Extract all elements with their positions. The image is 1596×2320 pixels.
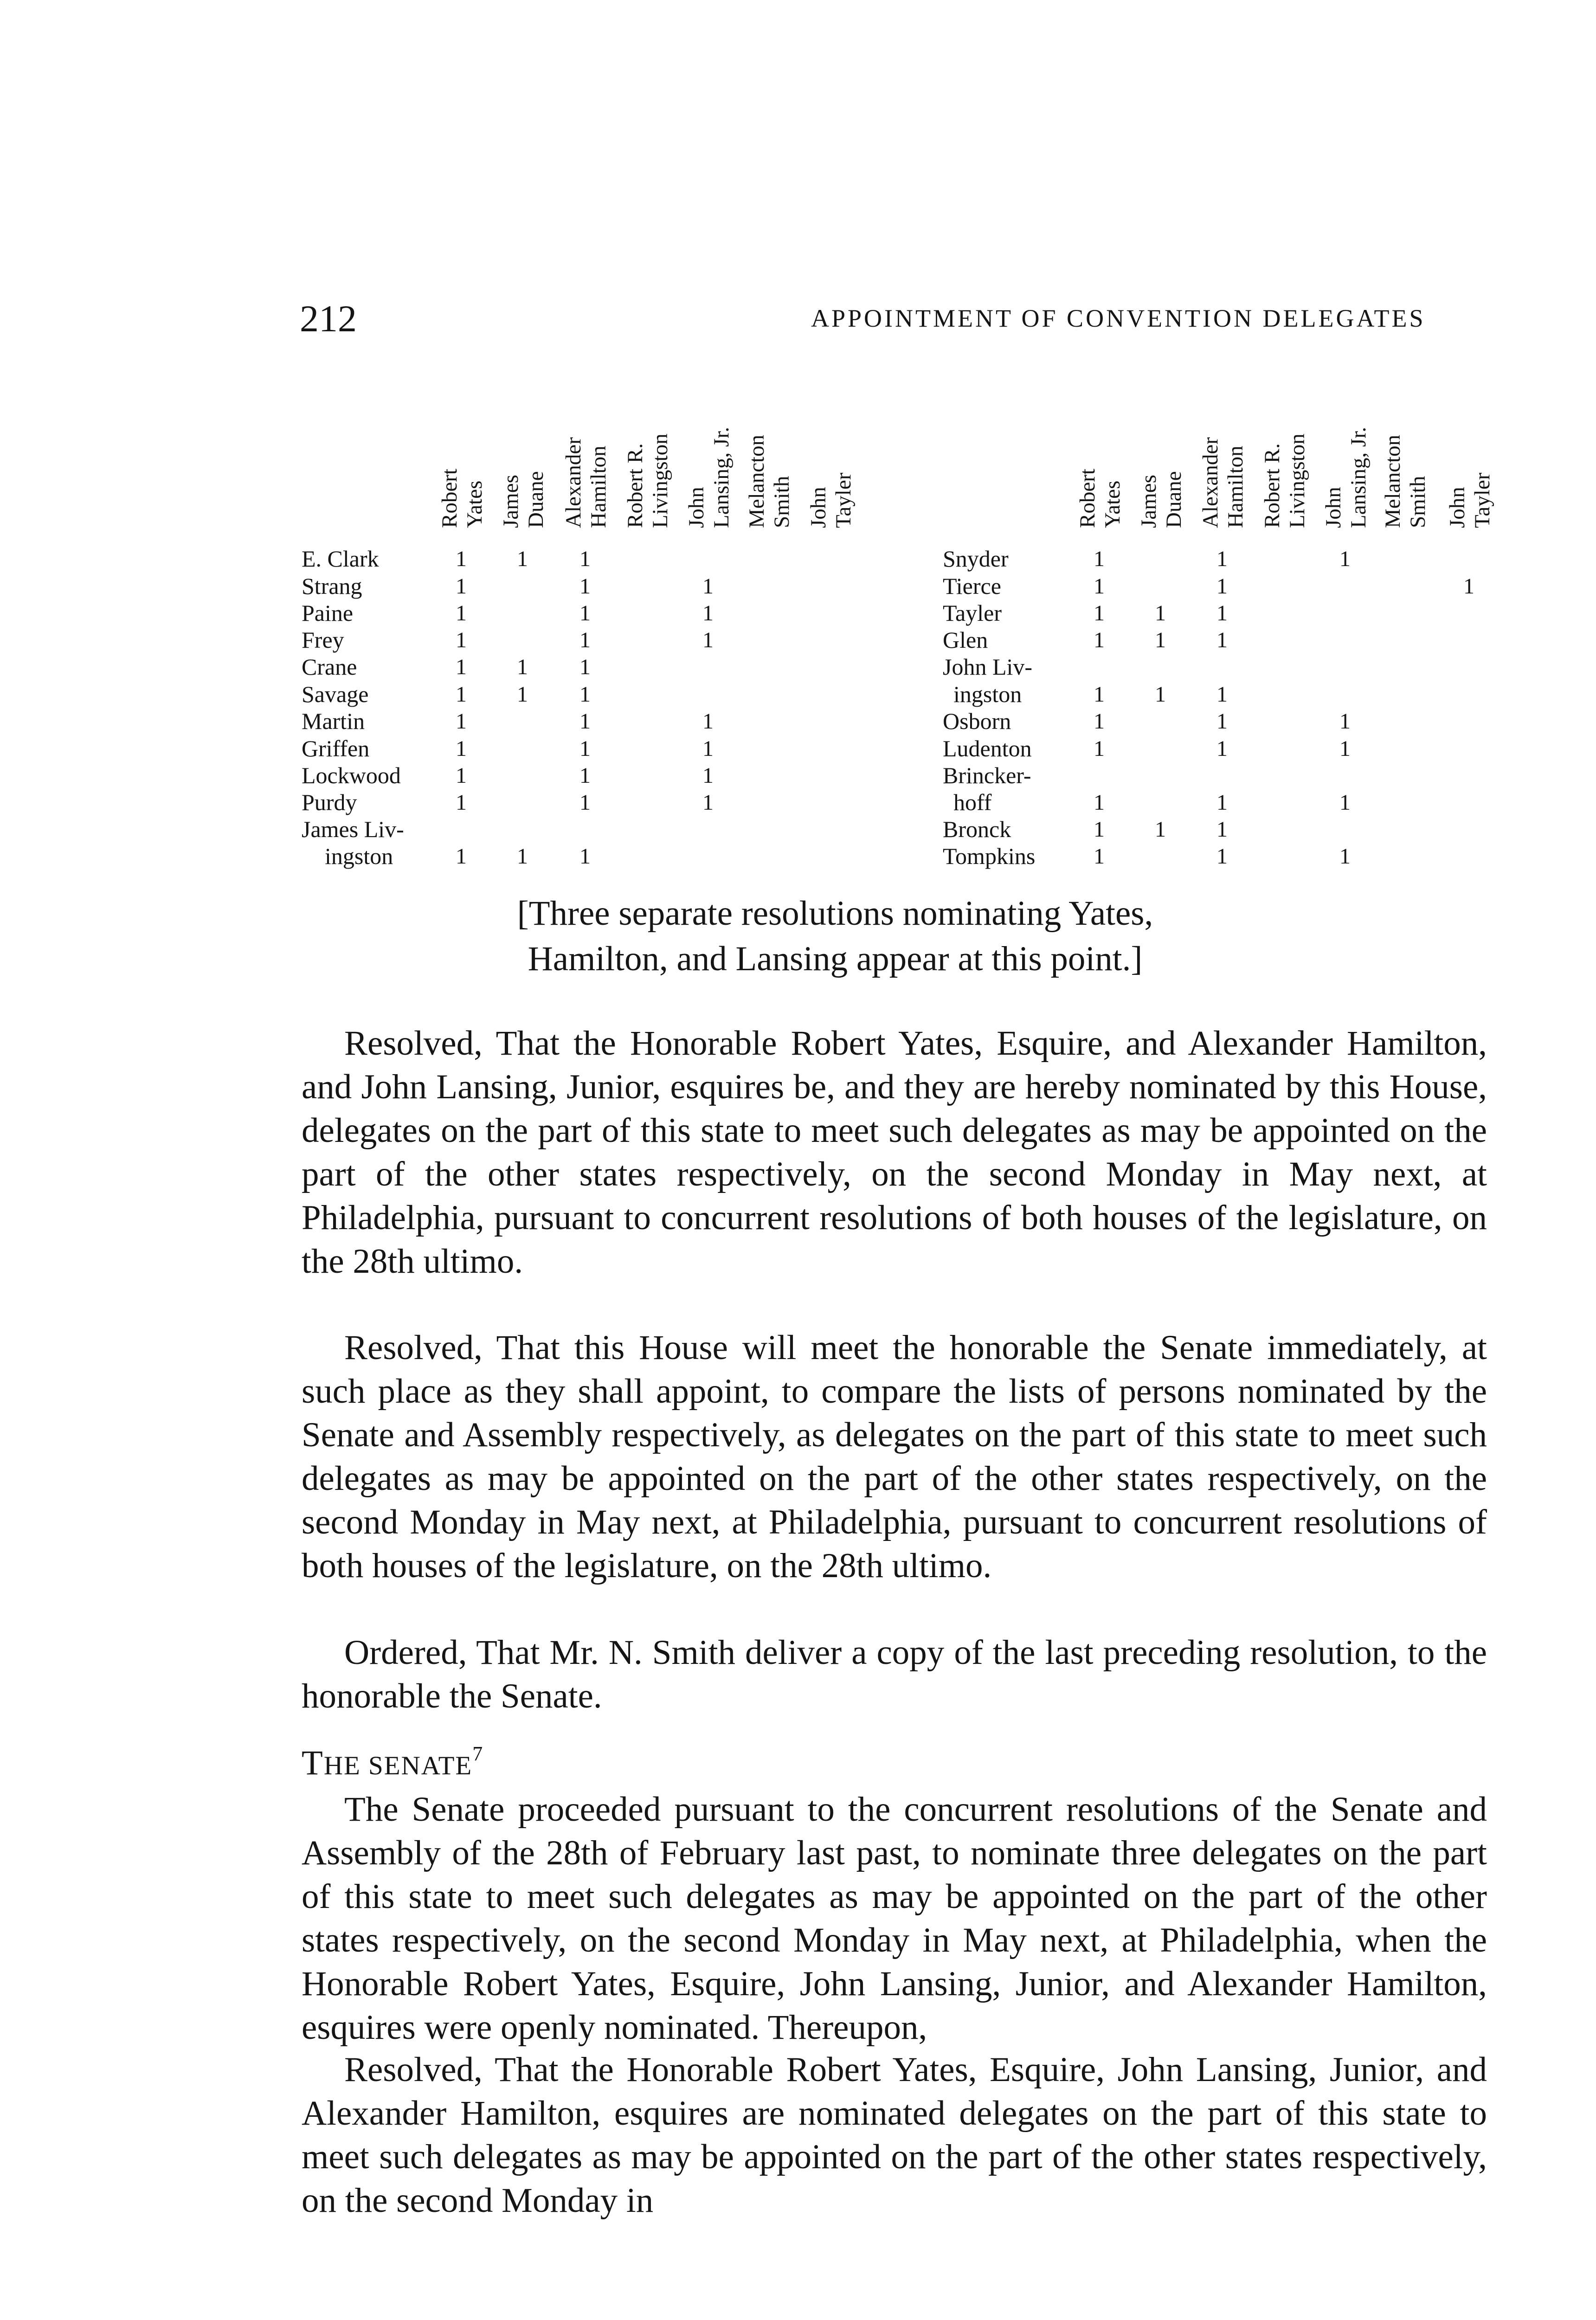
vote-mark: 1	[1463, 574, 1474, 599]
vote-mark: 1	[579, 574, 591, 599]
vote-mark: 1	[1155, 682, 1166, 707]
vote-mark: 1	[579, 601, 591, 625]
column-header: Melancton Smith	[1381, 435, 1430, 528]
voter-name: Brincker-	[943, 762, 1031, 788]
voter-name: Bronck	[943, 816, 1011, 842]
editorial-note-line-1: [Three separate resolutions nominating Yates,	[517, 894, 1153, 933]
vote-mark: 1	[456, 682, 467, 707]
vote-mark: 1	[456, 547, 467, 571]
voter-name: ingston	[325, 843, 393, 869]
vote-mark: 1	[579, 709, 591, 734]
vote-mark: 1	[579, 844, 591, 869]
vote-mark: 1	[1216, 547, 1228, 571]
vote-mark: 1	[456, 709, 467, 734]
voter-name: Ludenton	[943, 735, 1032, 761]
vote-mark: 1	[1155, 628, 1166, 652]
vote-mark: 1	[1216, 574, 1228, 599]
vote-mark: 1	[1216, 790, 1228, 815]
vote-mark: 1	[1155, 817, 1166, 842]
voter-name: Lockwood	[302, 762, 401, 788]
vote-mark: 1	[517, 844, 528, 869]
column-header: Alexander Hamilton	[1198, 437, 1248, 528]
column-header: James Duane	[499, 471, 548, 528]
vote-mark: 1	[579, 790, 591, 815]
voter-name: Savage	[302, 681, 369, 707]
footnote-ref: 7	[472, 1742, 484, 1765]
vote-mark: 1	[1216, 844, 1228, 869]
vote-mark: 1	[1216, 601, 1228, 625]
vote-mark: 1	[702, 736, 714, 761]
vote-mark: 1	[456, 601, 467, 625]
vote-mark: 1	[1339, 547, 1351, 571]
vote-mark: 1	[1216, 736, 1228, 761]
vote-mark: 1	[1094, 628, 1105, 652]
vote-mark: 1	[702, 790, 714, 815]
vote-mark: 1	[456, 763, 467, 788]
voter-name: Strang	[302, 573, 362, 599]
vote-mark: 1	[1216, 682, 1228, 707]
vote-mark: 1	[456, 844, 467, 869]
vote-mark: 1	[1216, 817, 1228, 842]
column-header: Robert R. Livingston	[1260, 433, 1309, 528]
column-header: Robert R. Livingston	[623, 433, 672, 528]
vote-mark: 1	[702, 601, 714, 625]
voter-name: Crane	[302, 654, 357, 680]
senate-heading-rest: HE SENATE	[323, 1751, 473, 1780]
senate-heading-initial: T	[302, 1744, 324, 1782]
voter-name: Osborn	[943, 708, 1011, 734]
column-header: John Tayler	[806, 472, 856, 528]
vote-mark: 1	[1339, 736, 1351, 761]
vote-mark: 1	[1216, 709, 1228, 734]
vote-mark: 1	[1339, 844, 1351, 869]
vote-mark: 1	[517, 655, 528, 679]
vote-mark: 1	[1339, 709, 1351, 734]
column-header: Melancton Smith	[745, 435, 794, 528]
column-header: Alexander Hamilton	[561, 437, 611, 528]
voter-name: hoff	[953, 789, 992, 815]
vote-mark: 1	[579, 628, 591, 652]
vote-mark: 1	[1094, 601, 1105, 625]
assembly-resolution-2: Resolved, That this House will meet the honorable the Senate immediately, at such place as they shall appoint, to compare the lists of persons nominated by the Senate and Assembly respectively, as delegates on the part of this state to meet such delegates as may be appointed on the part of the other states respectively, on the second Monday in May next, at Philadelphia, pursuant to concurrent resolutions of both houses of the legislature, on the 28th ultimo.	[302, 1328, 1487, 1585]
voter-name: Paine	[302, 600, 354, 626]
editorial-note-line-2: Hamilton, and Lansing appear at this point.]	[528, 940, 1143, 978]
vote-mark: 1	[1094, 817, 1105, 842]
vote-mark: 1	[1094, 844, 1105, 869]
vote-mark: 1	[456, 790, 467, 815]
vote-mark: 1	[1155, 601, 1166, 625]
voter-name: Glen	[943, 627, 988, 653]
column-header: Robert Yates	[1075, 469, 1125, 528]
vote-mark: 1	[1094, 736, 1105, 761]
senate-heading	[302, 1743, 483, 1783]
vote-mark: 1	[456, 628, 467, 652]
voter-name: Tierce	[943, 573, 1001, 599]
vote-mark: 1	[579, 655, 591, 679]
vote-mark: 1	[456, 655, 467, 679]
vote-mark: 1	[579, 736, 591, 761]
vote-mark: 1	[1094, 682, 1105, 707]
vote-mark: 1	[1094, 574, 1105, 599]
column-header: John Tayler	[1445, 472, 1494, 528]
voter-name: Tompkins	[943, 843, 1036, 869]
column-header: James Duane	[1137, 471, 1186, 528]
voter-name: John Liv-	[943, 654, 1033, 680]
voter-name: Tayler	[943, 600, 1002, 626]
assembly-resolution-1: Resolved, That the Honorable Robert Yates, Esquire, and Alexander Hamilton, and John Lansing, Junior, esquires be, and they are hereby nominated by this House, delegates on the part of this state to meet such delegates as may be appointed on the part of the other states respectively, on the second Monday in May next, at Philadelphia, pursuant to concurrent resolutions of both houses of the legislature, on the 28th ultimo.	[302, 1024, 1487, 1281]
vote-mark: 1	[579, 547, 591, 571]
vote-mark: 1	[579, 682, 591, 707]
vote-mark: 1	[702, 763, 714, 788]
assembly-order: Ordered, That Mr. N. Smith deliver a copy of the last preceding resolution, to the honorable the Senate.	[302, 1633, 1487, 1715]
voter-name: Snyder	[943, 546, 1009, 572]
voter-name: James Liv-	[302, 816, 404, 842]
running-head: APPOINTMENT OF CONVENTION DELEGATES	[811, 304, 1426, 332]
vote-mark: 1	[1094, 709, 1105, 734]
vote-mark: 1	[702, 628, 714, 652]
vote-mark: 1	[1094, 547, 1105, 571]
vote-mark: 1	[517, 682, 528, 707]
voter-name: Griffen	[302, 735, 370, 761]
vote-mark: 1	[579, 763, 591, 788]
vote-mark: 1	[517, 547, 528, 571]
senate-proceedings: The Senate proceeded pursuant to the concurrent resolutions of the Senate and Assembly of the 28th of February last past, to nominate three delegates on the part of this state to meet such delegates as may be appointed on the part of the other states respectively, on the second Monday in May next, at Philadelphia, when the Honorable Robert Yates, Esquire, John Lansing, Junior, and Alexander Hamilton, esquires were openly nominated. Thereupon,	[302, 1790, 1487, 2047]
voter-name: ingston	[953, 681, 1022, 707]
page-number: 212	[300, 297, 357, 340]
column-header: John Lansing, Jr.	[1321, 426, 1371, 528]
vote-mark: 1	[702, 709, 714, 734]
voter-name: E. Clark	[302, 546, 379, 572]
vote-mark: 1	[1216, 628, 1228, 652]
vote-mark: 1	[1339, 790, 1351, 815]
senate-resolution: Resolved, That the Honorable Robert Yates, Esquire, John Lansing, Junior, and Alexander Hamilton, esquires are nominated delegates on the part of this state to meet such delegates as may be appointed on the part of the other states respectively, on the second Monday in	[302, 2050, 1487, 2220]
vote-mark: 1	[1094, 790, 1105, 815]
voter-name: Purdy	[302, 789, 357, 815]
voter-name: Martin	[302, 708, 365, 734]
column-header: Robert Yates	[438, 469, 487, 528]
vote-mark: 1	[456, 736, 467, 761]
voter-name: Frey	[302, 627, 344, 653]
vote-mark: 1	[456, 574, 467, 599]
vote-mark: 1	[702, 574, 714, 599]
column-header: John Lansing, Jr.	[684, 426, 734, 528]
